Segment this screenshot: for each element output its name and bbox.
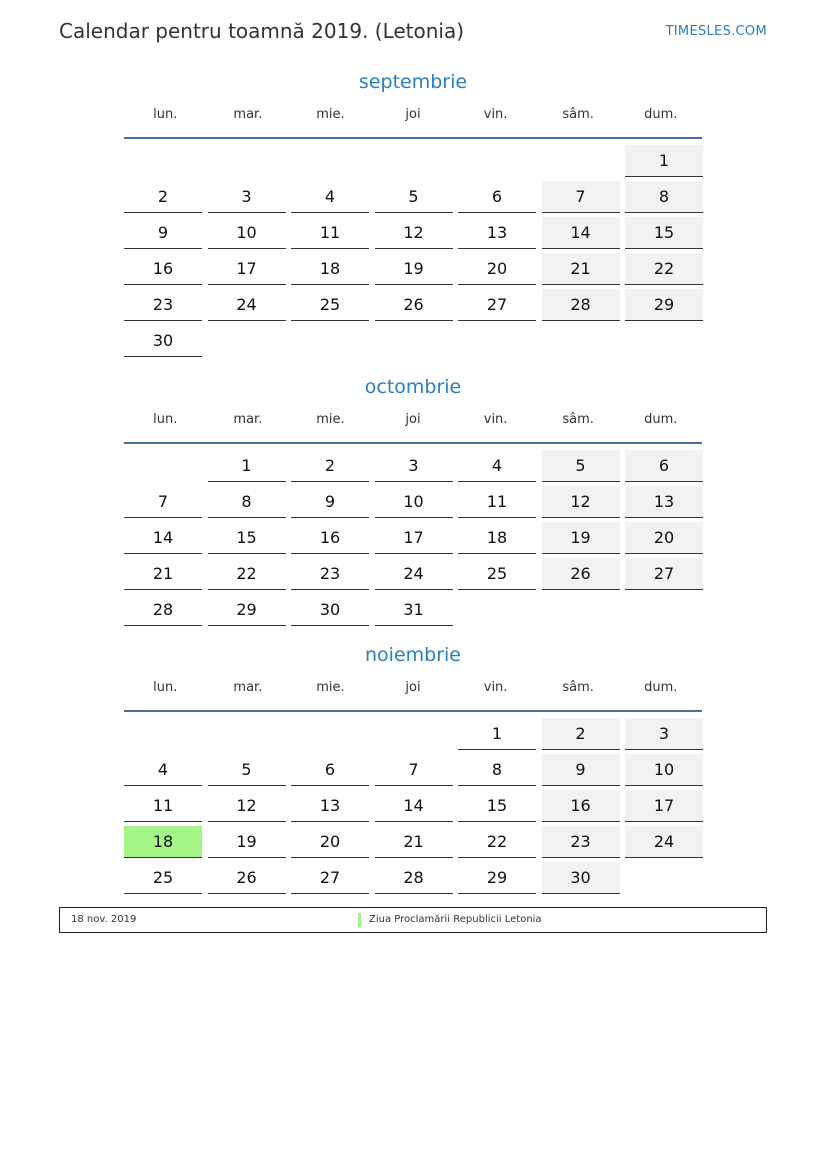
weekday-header [124,402,702,444]
day-cell: 17 [625,790,703,822]
day-cell: 11 [291,217,369,249]
day-cell: 7 [375,754,453,786]
day-cell: 13 [625,486,703,518]
day-cell: 20 [625,522,703,554]
day-cell: 7 [542,181,620,213]
day-cell: 2 [542,718,620,750]
day-cell: 26 [542,558,620,590]
day-cell: 7 [124,486,202,518]
day-cell: 5 [542,450,620,482]
day-cell: 5 [375,181,453,213]
day-cell: 3 [208,181,286,213]
month-november [124,640,702,887]
day-cell: 24 [208,289,286,321]
day-cell: 22 [208,558,286,590]
day-cell: 29 [625,289,703,321]
day-cell: 18 [124,826,202,858]
day-cell: 26 [375,289,453,321]
day-cell: 9 [291,486,369,518]
day-cell: 27 [291,862,369,894]
day-cell: 23 [291,558,369,590]
page-title: Calendar pentru toamnă 2019. (Letonia) [59,19,465,43]
weekday-label: joi [405,680,421,695]
month-september [124,67,702,350]
weekday-label: mie. [316,680,345,695]
brand-link[interactable]: TIMESLES.COM [665,24,767,39]
day-cell: 18 [458,522,536,554]
day-cell: 12 [375,217,453,249]
day-cell: 16 [291,522,369,554]
day-cell: 27 [625,558,703,590]
day-cell: 10 [208,217,286,249]
weekday-label: joi [405,412,421,427]
day-cell: 23 [542,826,620,858]
day-cell: 26 [208,862,286,894]
day-cell: 9 [542,754,620,786]
day-cell: 15 [208,522,286,554]
day-cell: 27 [458,289,536,321]
weekday-label: mar. [233,680,263,695]
day-cell: 24 [625,826,703,858]
day-cell: 16 [124,253,202,285]
day-cell: 2 [291,450,369,482]
month-october [124,372,702,619]
weekday-label: vin. [483,107,508,122]
day-cell: 31 [375,594,453,626]
weekday-header [124,670,702,712]
day-cell: 16 [542,790,620,822]
day-cell: 11 [124,790,202,822]
day-cell: 22 [625,253,703,285]
day-cell: 4 [458,450,536,482]
day-cell: 18 [291,253,369,285]
day-cell: 20 [291,826,369,858]
day-cell: 22 [458,826,536,858]
day-cell: 3 [375,450,453,482]
day-cell: 13 [291,790,369,822]
day-cell: 8 [625,181,703,213]
day-cell: 28 [375,862,453,894]
day-cell: 21 [124,558,202,590]
day-cell: 29 [458,862,536,894]
holiday-legend [59,907,767,933]
day-cell: 1 [625,145,703,177]
day-cell: 19 [542,522,620,554]
weekday-label: lun. [153,680,178,695]
day-cell: 15 [458,790,536,822]
weekday-label: sâm. [562,680,594,695]
day-cell: 13 [458,217,536,249]
day-cell: 30 [291,594,369,626]
day-cell: 9 [124,217,202,249]
legend-holiday-name: Ziua Proclamării Republicii Letonia [358,913,542,927]
day-cell: 8 [458,754,536,786]
day-cell: 5 [208,754,286,786]
day-cell: 11 [458,486,536,518]
day-cell: 19 [375,253,453,285]
day-cell: 19 [208,826,286,858]
weekday-label: vin. [483,412,508,427]
legend-date: 18 nov. 2019 [71,914,137,925]
day-cell: 17 [375,522,453,554]
day-cell: 25 [291,289,369,321]
day-cell: 29 [208,594,286,626]
day-cell: 25 [124,862,202,894]
day-cell: 21 [542,253,620,285]
weekday-label: mie. [316,107,345,122]
day-cell: 1 [458,718,536,750]
weekday-label: dum. [644,107,678,122]
day-cell: 8 [208,486,286,518]
day-cell: 3 [625,718,703,750]
weekday-label: mar. [233,107,263,122]
day-cell: 17 [208,253,286,285]
day-cell: 15 [625,217,703,249]
month-name: noiembrie [365,644,461,666]
day-cell: 1 [208,450,286,482]
day-cell: 14 [375,790,453,822]
weekday-label: vin. [483,680,508,695]
day-cell: 12 [542,486,620,518]
day-cell: 24 [375,558,453,590]
day-cell: 14 [542,217,620,249]
day-cell: 10 [375,486,453,518]
day-cell: 20 [458,253,536,285]
day-cell: 12 [208,790,286,822]
month-name: septembrie [358,71,468,93]
day-cell: 23 [124,289,202,321]
day-cell: 10 [625,754,703,786]
day-cell: 6 [458,181,536,213]
weekday-label: lun. [153,412,178,427]
day-cell: 25 [458,558,536,590]
weekday-label: sâm. [562,412,594,427]
day-cell: 30 [124,325,202,357]
weekday-label: dum. [644,412,678,427]
day-cell: 28 [124,594,202,626]
weekday-label: joi [405,107,421,122]
day-cell: 4 [124,754,202,786]
day-cell: 2 [124,181,202,213]
day-cell: 21 [375,826,453,858]
weekday-label: sâm. [562,107,594,122]
day-cell: 30 [542,862,620,894]
weekday-label: dum. [644,680,678,695]
day-cell: 6 [625,450,703,482]
weekday-label: mie. [316,412,345,427]
day-cell: 14 [124,522,202,554]
month-name: octombrie [364,376,462,398]
weekday-label: lun. [153,107,178,122]
day-cell: 6 [291,754,369,786]
weekday-label: mar. [233,412,263,427]
day-cell: 4 [291,181,369,213]
weekday-header [124,97,702,139]
day-cell: 28 [542,289,620,321]
